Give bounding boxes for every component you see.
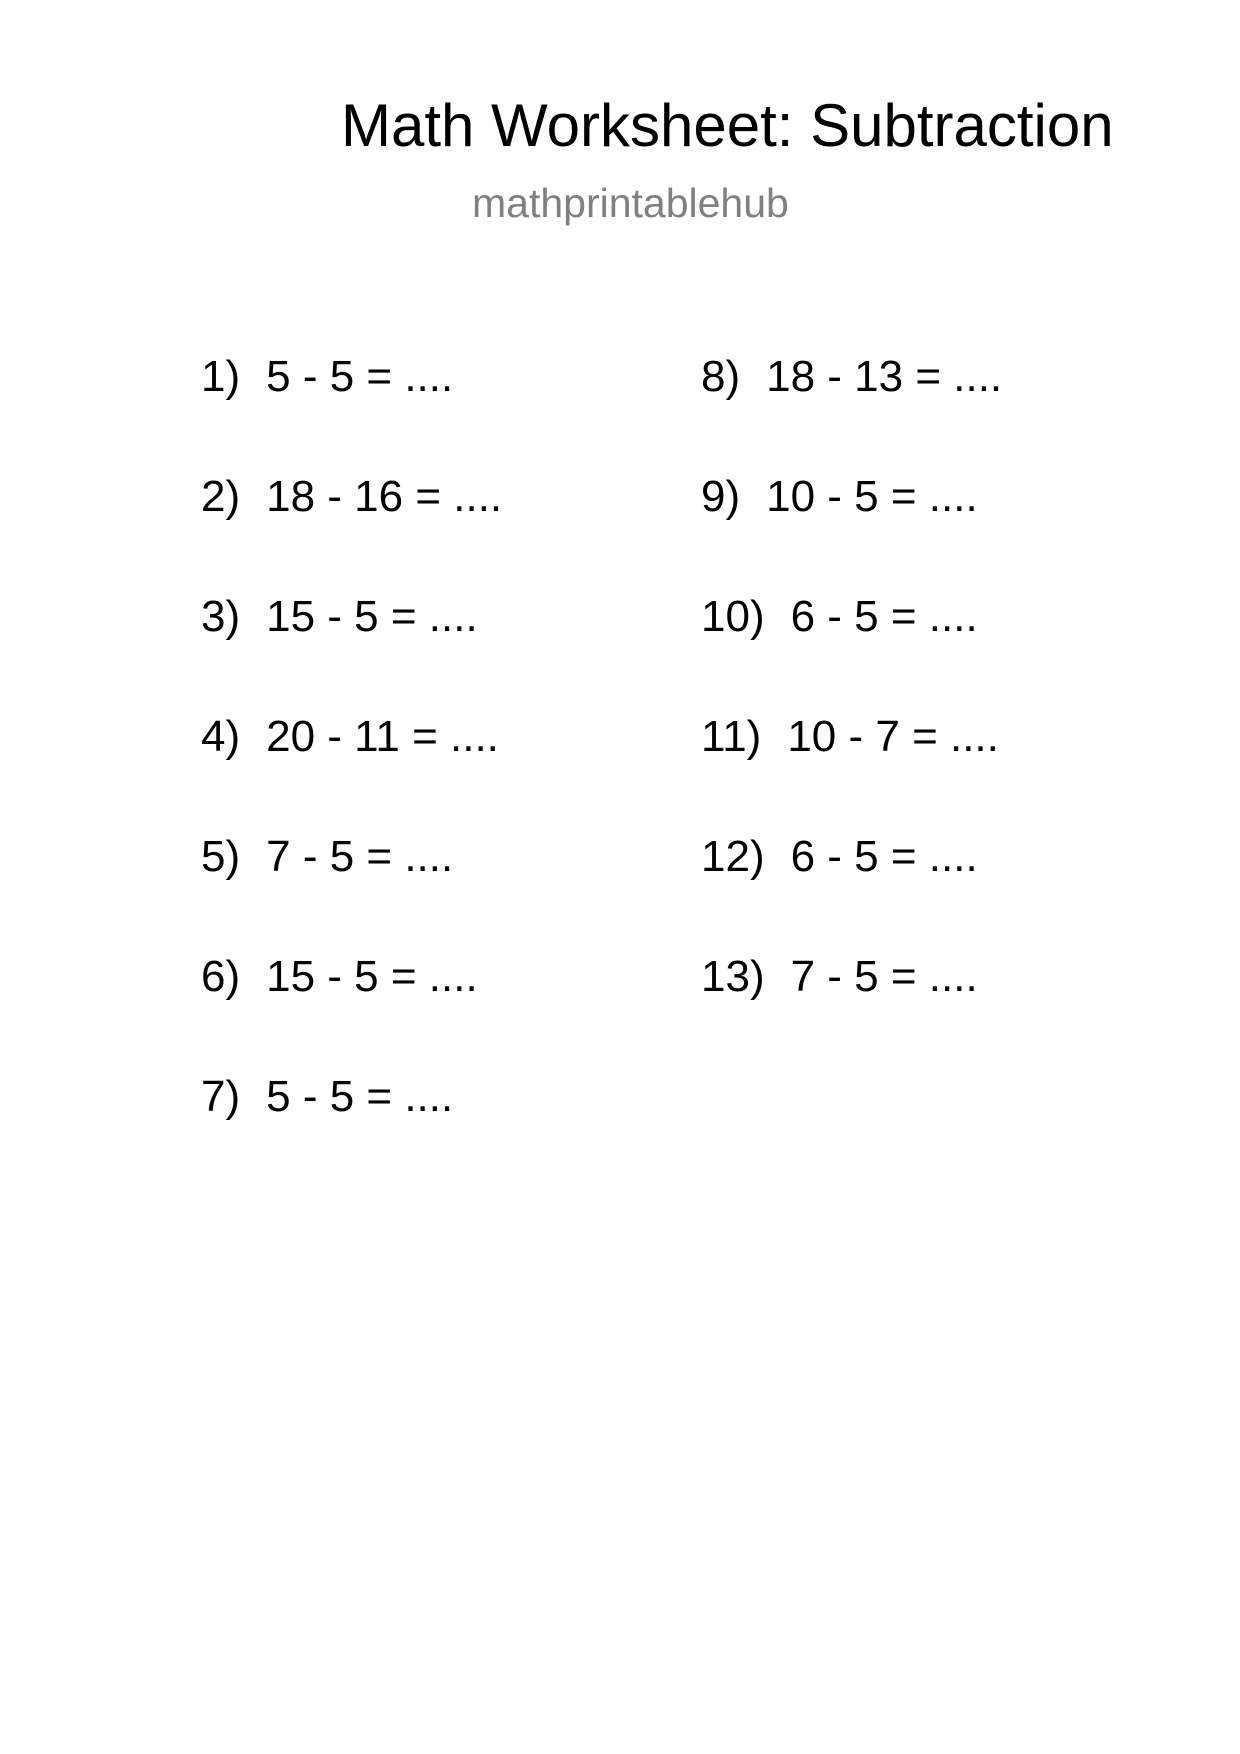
problem-number: 4) [201, 712, 241, 761]
problem-number: 10) [701, 592, 765, 641]
page-subtitle: mathprintablehub [472, 180, 789, 226]
problem-expression: 20 - 11 = .... [266, 712, 499, 761]
problem-item [701, 472, 978, 522]
problem-item [201, 832, 453, 882]
problem-expression: 7 - 5 = .... [790, 952, 978, 1001]
problem-number: 2) [201, 472, 241, 521]
problem-item [201, 592, 478, 642]
problem-item [201, 472, 502, 522]
problem-item [701, 952, 978, 1002]
problem-expression: 18 - 16 = .... [266, 472, 503, 521]
problem-number: 5) [201, 832, 241, 881]
problem-item [701, 832, 978, 882]
page-title: Math Worksheet: Subtraction [341, 92, 1114, 159]
problem-expression: 15 - 5 = .... [266, 952, 478, 1001]
problem-expression: 15 - 5 = .... [266, 592, 478, 641]
problem-expression: 10 - 7 = .... [787, 712, 999, 761]
problem-item [201, 352, 453, 402]
problem-number: 9) [701, 472, 741, 521]
problem-expression: 10 - 5 = .... [766, 472, 978, 521]
problem-number: 7) [201, 1072, 241, 1121]
problem-number: 1) [201, 352, 241, 401]
problem-number: 12) [701, 832, 765, 881]
problem-item [201, 1072, 453, 1122]
problem-number: 3) [201, 592, 241, 641]
problem-expression: 5 - 5 = .... [266, 352, 454, 401]
problem-item [701, 712, 999, 762]
problem-item [201, 712, 499, 762]
problem-expression: 6 - 5 = .... [790, 592, 978, 641]
problem-number: 6) [201, 952, 241, 1001]
problem-item [701, 592, 978, 642]
problem-item [701, 352, 1002, 402]
problem-list [0, 352, 1240, 1252]
problem-expression: 7 - 5 = .... [266, 832, 454, 881]
problem-number: 11) [701, 712, 762, 761]
problem-expression: 6 - 5 = .... [790, 832, 978, 881]
problem-expression: 5 - 5 = .... [266, 1072, 454, 1121]
problem-expression: 18 - 13 = .... [766, 352, 1003, 401]
problem-item [201, 952, 478, 1002]
problem-number: 8) [701, 352, 741, 401]
problem-number: 13) [701, 952, 765, 1001]
